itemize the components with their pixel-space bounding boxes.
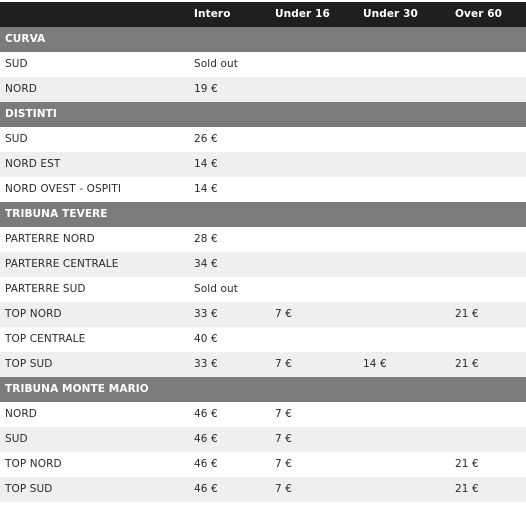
ticket-price-table (0, 2, 526, 502)
header-over-60: Over 60 (455, 8, 503, 20)
sector-name: PARTERRE NORD (5, 233, 95, 245)
section-header-row (0, 102, 526, 127)
sector-name: NORD OVEST - OSPITI (5, 183, 122, 195)
header-under-30: Under 30 (363, 8, 418, 20)
section-header-row (0, 377, 526, 402)
price-over-60: 21 € (455, 483, 479, 495)
sector-name: NORD (5, 408, 37, 420)
price-intero: 33 € (194, 358, 218, 370)
table-row (0, 152, 526, 177)
price-over-60: 21 € (455, 358, 479, 370)
price-intero: 46 € (194, 458, 218, 470)
sector-name: SUD (5, 433, 28, 445)
sector-name: TOP SUD (5, 483, 53, 495)
table-row (0, 452, 526, 477)
table-row (0, 477, 526, 502)
sector-name: PARTERRE CENTRALE (5, 258, 119, 270)
price-under-16: 7 € (275, 483, 292, 495)
price-over-60: 21 € (455, 308, 479, 320)
section-header-row (0, 202, 526, 227)
price-intero: 46 € (194, 483, 218, 495)
price-intero: 34 € (194, 258, 218, 270)
header-intero: Intero (194, 8, 231, 20)
section-title: TRIBUNA MONTE MARIO (5, 383, 149, 395)
price-intero: 46 € (194, 433, 218, 445)
price-intero: 28 € (194, 233, 218, 245)
sector-name: TOP NORD (5, 458, 62, 470)
price-intero: 14 € (194, 183, 218, 195)
table-row (0, 427, 526, 452)
table-row (0, 127, 526, 152)
price-intero: 40 € (194, 333, 218, 345)
section-title: CURVA (5, 33, 46, 45)
price-intero: 26 € (194, 133, 218, 145)
table-row (0, 277, 526, 302)
table-row (0, 252, 526, 277)
sector-name: NORD (5, 83, 37, 95)
price-under-30: 14 € (363, 358, 387, 370)
price-over-60: 21 € (455, 458, 479, 470)
price-under-16: 7 € (275, 458, 292, 470)
price-intero: Sold out (194, 58, 239, 70)
header-under-16: Under 16 (275, 8, 330, 20)
table-header-row (0, 2, 526, 27)
price-intero: 14 € (194, 158, 218, 170)
price-under-16: 7 € (275, 358, 292, 370)
table-row (0, 302, 526, 327)
sector-name: PARTERRE SUD (5, 283, 86, 295)
sector-name: TOP SUD (5, 358, 53, 370)
price-under-16: 7 € (275, 408, 292, 420)
price-intero: 46 € (194, 408, 218, 420)
sector-name: SUD (5, 133, 28, 145)
table-row (0, 77, 526, 102)
sector-name: TOP CENTRALE (5, 333, 86, 345)
sector-name: NORD EST (5, 158, 61, 170)
price-under-16: 7 € (275, 308, 292, 320)
price-intero: 19 € (194, 83, 218, 95)
section-header-row (0, 27, 526, 52)
section-title: DISTINTI (5, 108, 57, 120)
price-intero: 33 € (194, 308, 218, 320)
section-title: TRIBUNA TEVERE (5, 208, 108, 220)
table-row (0, 227, 526, 252)
table-row (0, 177, 526, 202)
sector-name: TOP NORD (5, 308, 62, 320)
table-row (0, 402, 526, 427)
sector-name: SUD (5, 58, 28, 70)
table-row (0, 327, 526, 352)
table-body (0, 27, 526, 502)
table-row (0, 52, 526, 77)
table-row (0, 352, 526, 377)
price-intero: Sold out (194, 283, 239, 295)
price-under-16: 7 € (275, 433, 292, 445)
